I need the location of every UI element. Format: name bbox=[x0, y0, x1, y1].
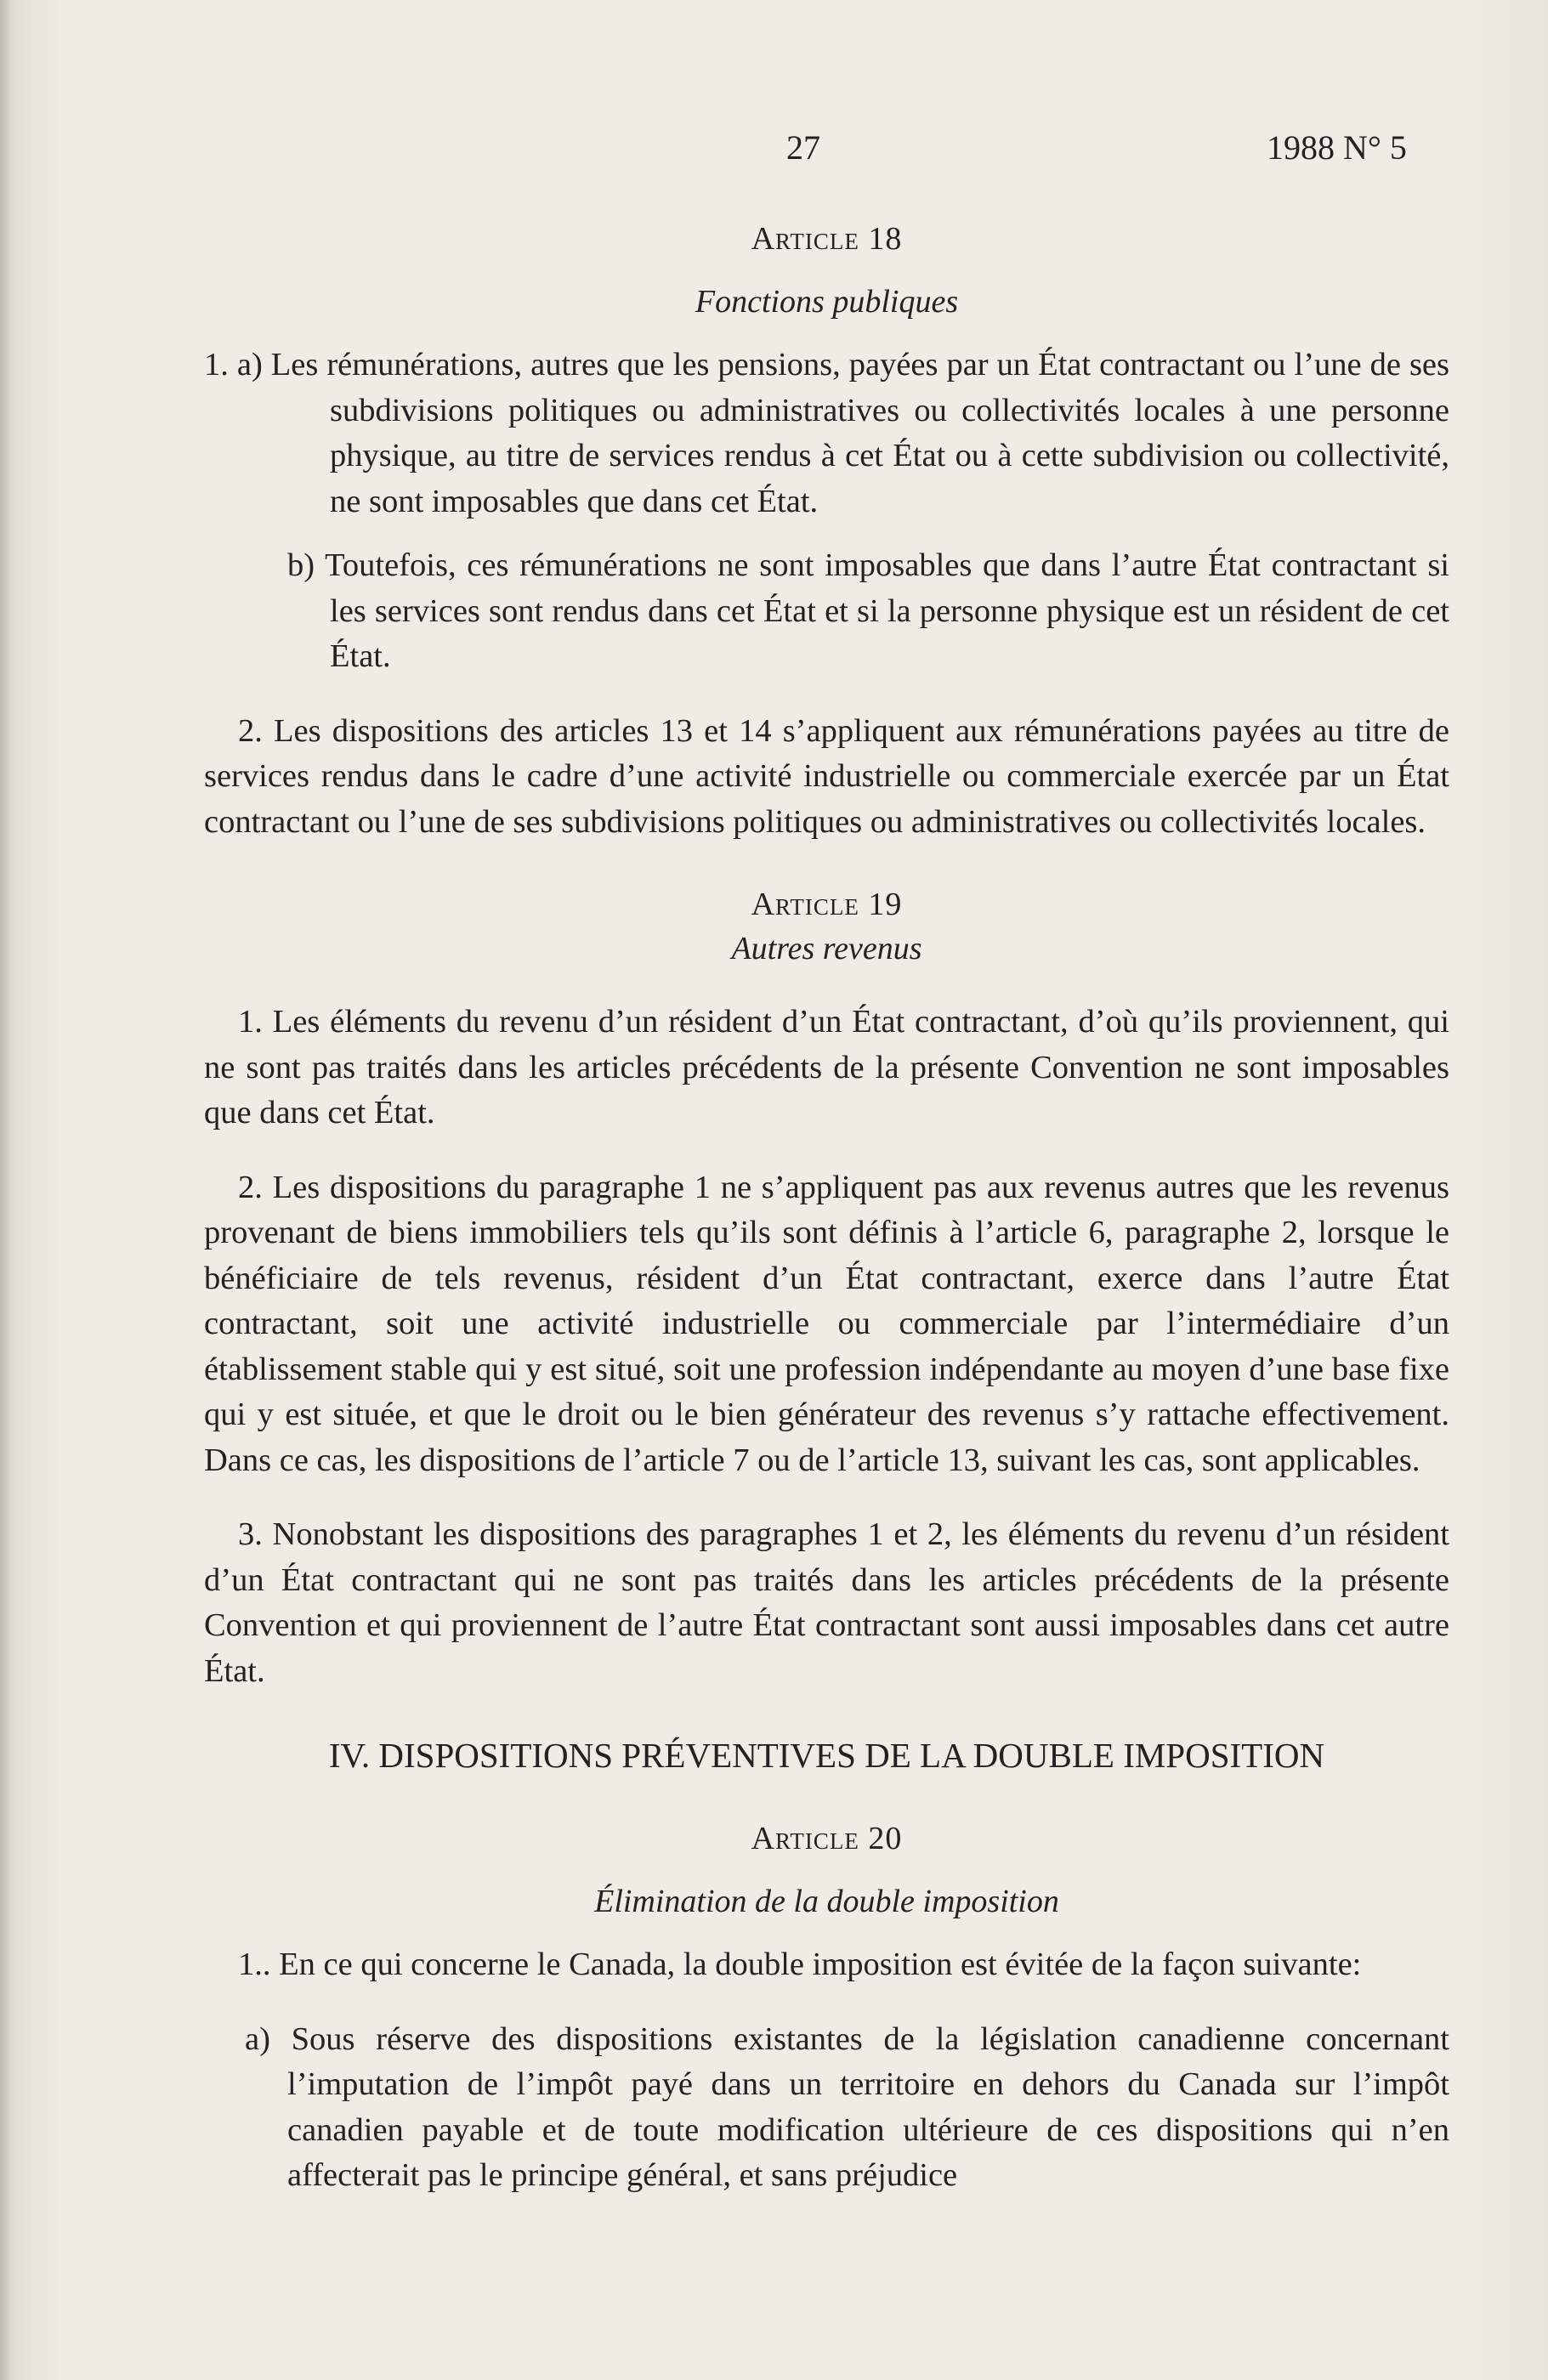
article-20 bbox=[204, 1816, 1449, 2199]
binding-shadow bbox=[0, 0, 12, 2380]
chapter-heading: IV. DISPOSITIONS PRÉVENTIVES DE LA DOUBLE IMPOSITION bbox=[328, 1736, 1325, 1775]
article-18-subtitle: Fonctions publiques bbox=[695, 284, 959, 320]
article-19-subtitle: Autres revenus bbox=[731, 931, 922, 966]
page-reference: 1988 N° 5 bbox=[1267, 128, 1407, 167]
article-20-paragraph-1a: a) Sous réserve des dispositions existantes de la législation canadienne concernant l’imputation de l’impôt payé dans un territoire en dehors du Canada sur l’impôt canadien payable et de toute modification ultérieure de ces dispositions qui n’en affecterait pas le principe général, et sans préjudice bbox=[245, 2020, 1449, 2193]
article-20-title: Article 20 bbox=[751, 1821, 903, 1856]
article-18-paragraph-2: 2. Les dispositions des articles 13 et 14 s’appliquent aux rémunérations payées au titre de services rendus dans le cadre d’une activité industrielle ou commerciale exercée par un État contractant ou l’une de ses subdivisions politiques ou administratives ou collectivités locales. bbox=[204, 712, 1449, 840]
page-header bbox=[0, 128, 1548, 170]
article-18 bbox=[204, 217, 1449, 845]
article-19-paragraph-2: 2. Les dispositions du paragraphe 1 ne s’appliquent pas aux revenus autres que les revenus provenant de biens immobiliers tels qu’ils sont définis à l’article 6, paragraphe 2, lorsque le bénéficiaire de tels revenus, résident d’un État contractant, exerce dans l’autre État contractant, soit une activité industrielle ou commerciale par l’intermédiaire d’un établissement stable qui y est situé, soit une profession indépendante au moyen d’une base fixe qui y est située, et que le droit ou le bien générateur des revenus s’y rattache effectivement. Dans ce cas, les dispositions de l’article 7 ou de l’article 13, suivant les cas, sont applicables. bbox=[204, 1169, 1449, 1478]
article-19-title: Article 19 bbox=[751, 887, 903, 922]
page-content bbox=[204, 217, 1449, 2199]
article-19-paragraph-1: 1. Les éléments du revenu d’un résident d’un État contractant, d’où qu’ils proviennent, qui ne sont pas traités dans les articles précédents de la présente Convention ne sont imposables que dans cet État. bbox=[204, 1004, 1449, 1130]
article-18-paragraph-1a: 1. a) Les rémunérations, autres que les pensions, payées par un État contractant ou l’une de ses subdivisions politiques ou administratives ou collectivités locales à une personne physique, au titre de services rendus à cet État ou à cette subdivision ou collectivité, ne sont imposables que dans cet État. bbox=[204, 347, 1449, 519]
article-20-paragraph-1: 1.. En ce qui concerne le Canada, la double imposition est évitée de la façon suivante: bbox=[238, 1946, 1362, 1982]
page-number: 27 bbox=[786, 128, 820, 167]
article-20-subtitle: Élimination de la double imposition bbox=[594, 1884, 1059, 1919]
article-19 bbox=[204, 882, 1449, 1694]
article-18-paragraph-1b: b) Toutefois, ces rémunérations ne sont imposables que dans l’autre État contractant si les services sont rendus dans cet État et si la personne physique est un résident de cet État. bbox=[287, 547, 1449, 674]
article-19-paragraph-3: 3. Nonobstant les dispositions des paragraphes 1 et 2, les éléments du revenu d’un résident d’un État contractant qui ne sont pas traités dans les articles précédents de la présente Convention et qui proviennent de l’autre État contractant sont aussi imposables dans cet autre État. bbox=[204, 1516, 1449, 1689]
article-18-title: Article 18 bbox=[751, 221, 903, 257]
